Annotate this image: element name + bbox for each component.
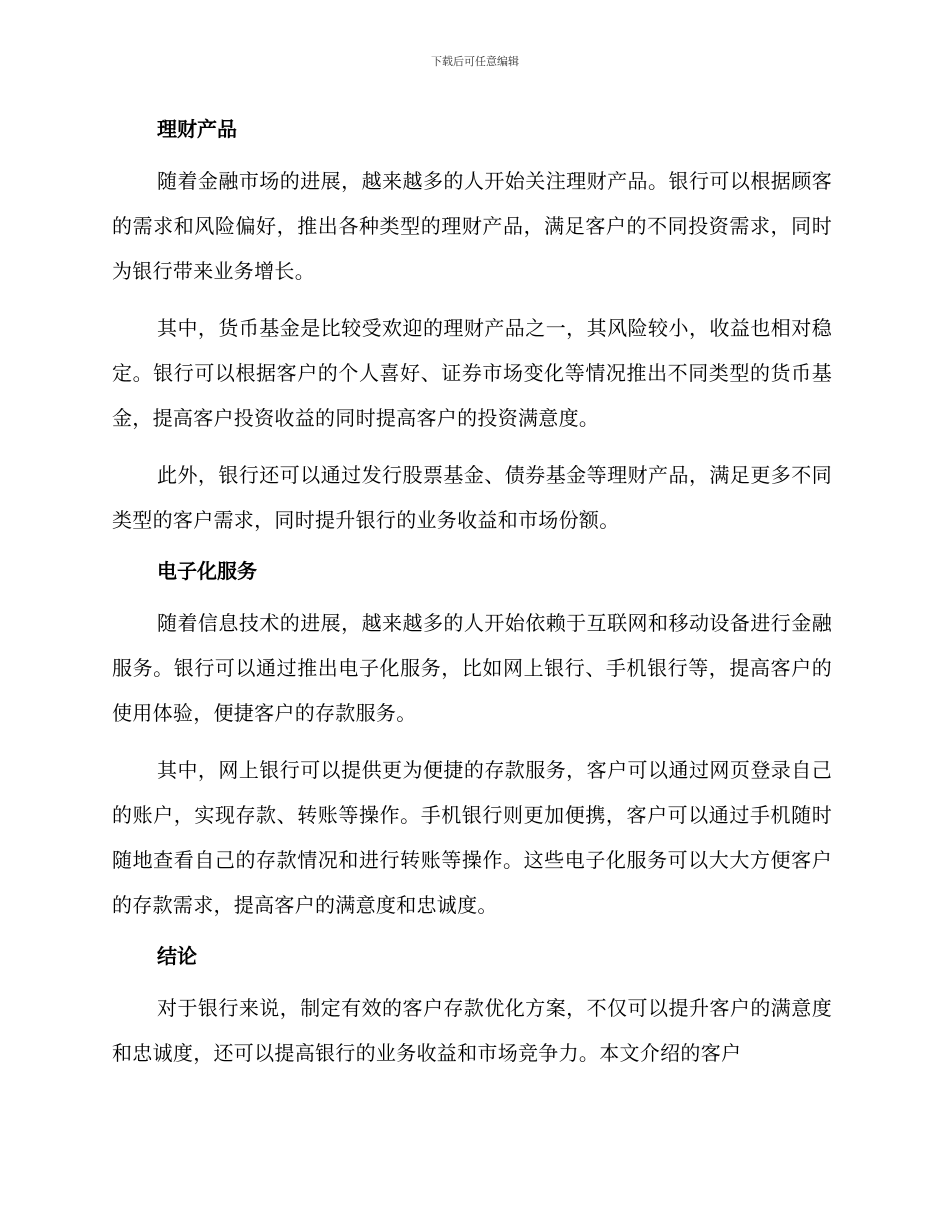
document-body [112,113,832,1088]
paragraph: 此外，银行还可以通过发行股票基金、债券基金等理财产品，满足更多不同类型的客户需求，同时提升银行的业务收益和市场份额。 [112,463,832,532]
section-conclusion [112,940,832,1076]
section-heading: 电子化服务 [157,559,257,583]
header-note: 下载后可任意编辑 [431,55,519,68]
paragraph: 随着金融市场的进展，越来越多的人开始关注理财产品。银行可以根据顾客的需求和风险偏好，推出各种类型的理财产品，满足客户的不同投资需求，同时为银行带来业务增长。 [112,169,832,283]
section-heading: 结论 [157,944,197,968]
paragraph: 其中，网上银行可以提供更为便捷的存款服务，客户可以通过网页登录自己的账户，实现存款、转账等操作。手机银行则更加便携，客户可以通过手机随时随地查看自己的存款情况和进行转账等操作。这些电子化服务可以大大方便客户的存款需求，提高客户的满意度和忠诚度。 [112,758,832,917]
section-electronic-services [112,555,832,928]
paragraph: 随着信息技术的进展，越来越多的人开始依赖于互联网和移动设备进行金融服务。银行可以通过推出电子化服务，比如网上银行、手机银行等，提高客户的使用体验，便捷客户的存款服务。 [112,611,832,725]
paragraph: 对于银行来说，制定有效的客户存款优化方案，不仅可以提升客户的满意度和忠诚度，还可以提高银行的业务收益和市场竞争力。本文介绍的客户 [112,996,832,1065]
section-heading: 理财产品 [157,117,237,141]
paragraph: 其中，货币基金是比较受欢迎的理财产品之一，其风险较小，收益也相对稳定。银行可以根据客户的个人喜好、证券市场变化等情况推出不同类型的货币基金，提高客户投资收益的同时提高客户的投资满意度。 [112,316,832,430]
section-wealth-products [112,113,832,543]
